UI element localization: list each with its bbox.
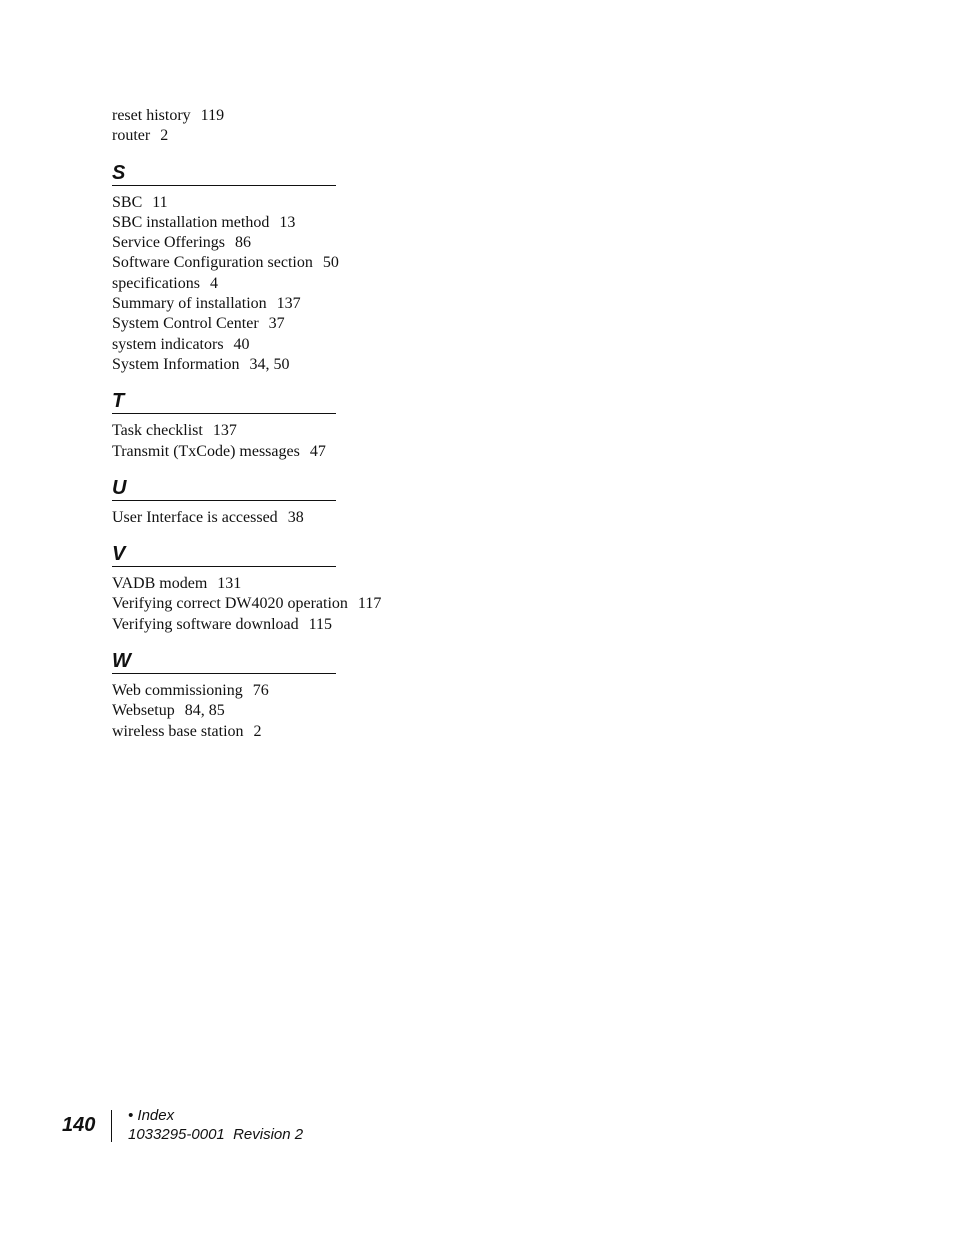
index-entry bbox=[112, 442, 532, 462]
index-term: Websetup bbox=[112, 702, 175, 720]
section-heading: S bbox=[112, 161, 336, 186]
index-term: Task checklist bbox=[112, 422, 203, 440]
index-pages: 4 bbox=[209, 274, 218, 292]
index-entry bbox=[112, 722, 532, 742]
index-pages: 84, 85 bbox=[184, 702, 225, 720]
index-entry bbox=[112, 213, 532, 233]
footer-divider bbox=[111, 1110, 112, 1142]
index-term: specifications bbox=[112, 274, 200, 292]
section-spacer bbox=[112, 635, 532, 649]
index-entry bbox=[112, 421, 532, 441]
section-heading: T bbox=[112, 389, 336, 414]
index-entry bbox=[112, 335, 532, 355]
index-pages: 47 bbox=[309, 442, 326, 460]
index-entry bbox=[112, 615, 532, 635]
index-entry bbox=[112, 233, 532, 253]
index-content bbox=[112, 106, 532, 742]
section-spacer bbox=[112, 462, 532, 476]
index-term: SBC installation method bbox=[112, 213, 270, 231]
section-heading: U bbox=[112, 476, 336, 501]
section-spacer bbox=[112, 528, 532, 542]
index-term: VADB modem bbox=[112, 575, 208, 593]
index-pages: 34, 50 bbox=[249, 355, 290, 373]
index-entry bbox=[112, 294, 532, 314]
index-term: Verifying correct DW4020 operation bbox=[112, 595, 348, 613]
index-pages: 50 bbox=[322, 254, 339, 272]
footer-doc-id: 1033295-0001 Revision 2 bbox=[128, 1126, 304, 1143]
section-spacer bbox=[112, 147, 532, 161]
index-term: Service Offerings bbox=[112, 234, 225, 252]
index-pages: 115 bbox=[308, 615, 333, 633]
index-pages: 131 bbox=[217, 575, 242, 593]
footer-text bbox=[128, 1106, 303, 1144]
index-entry bbox=[112, 253, 532, 273]
index-pages: 11 bbox=[152, 193, 168, 211]
index-pages: 40 bbox=[233, 335, 250, 353]
section-heading: W bbox=[112, 649, 336, 674]
index-term: SBC bbox=[112, 193, 143, 211]
index-entry bbox=[112, 106, 532, 126]
index-entry bbox=[112, 314, 532, 334]
index-term: Summary of installation bbox=[112, 295, 267, 313]
index-term: System Information bbox=[112, 355, 240, 373]
section-spacer bbox=[112, 375, 532, 389]
index-term: Software Configuration section bbox=[112, 254, 313, 272]
index-pages: 2 bbox=[253, 722, 262, 740]
index-entry bbox=[112, 701, 532, 721]
index-term: User Interface is accessed bbox=[112, 508, 278, 526]
index-pages: 38 bbox=[287, 508, 304, 526]
index-term: wireless base station bbox=[112, 722, 244, 740]
index-entry bbox=[112, 193, 532, 213]
index-entry bbox=[112, 594, 532, 614]
index-term: Transmit (TxCode) messages bbox=[112, 442, 300, 460]
index-pages: 137 bbox=[276, 295, 301, 313]
index-entry bbox=[112, 355, 532, 375]
index-pages: 76 bbox=[252, 682, 269, 700]
index-pages: 37 bbox=[268, 315, 285, 333]
index-term: router bbox=[112, 127, 151, 145]
index-entry bbox=[112, 274, 532, 294]
index-entry bbox=[112, 681, 532, 701]
index-pages: 13 bbox=[279, 213, 296, 231]
index-term: system indicators bbox=[112, 335, 224, 353]
index-pages: 117 bbox=[357, 595, 382, 613]
index-entry bbox=[112, 574, 532, 594]
index-pages: 137 bbox=[212, 422, 237, 440]
index-term: reset history bbox=[112, 107, 191, 124]
footer-section: • Index bbox=[128, 1107, 175, 1124]
index-entry bbox=[112, 126, 532, 146]
index-term: System Control Center bbox=[112, 315, 259, 333]
index-term: Verifying software download bbox=[112, 615, 299, 633]
index-pages: 2 bbox=[160, 127, 169, 145]
index-term: Web commissioning bbox=[112, 682, 243, 700]
index-entry bbox=[112, 508, 532, 528]
index-pages: 119 bbox=[200, 107, 225, 124]
section-heading: V bbox=[112, 542, 336, 567]
page-number: 140 bbox=[62, 1114, 96, 1136]
index-pages: 86 bbox=[235, 234, 251, 252]
